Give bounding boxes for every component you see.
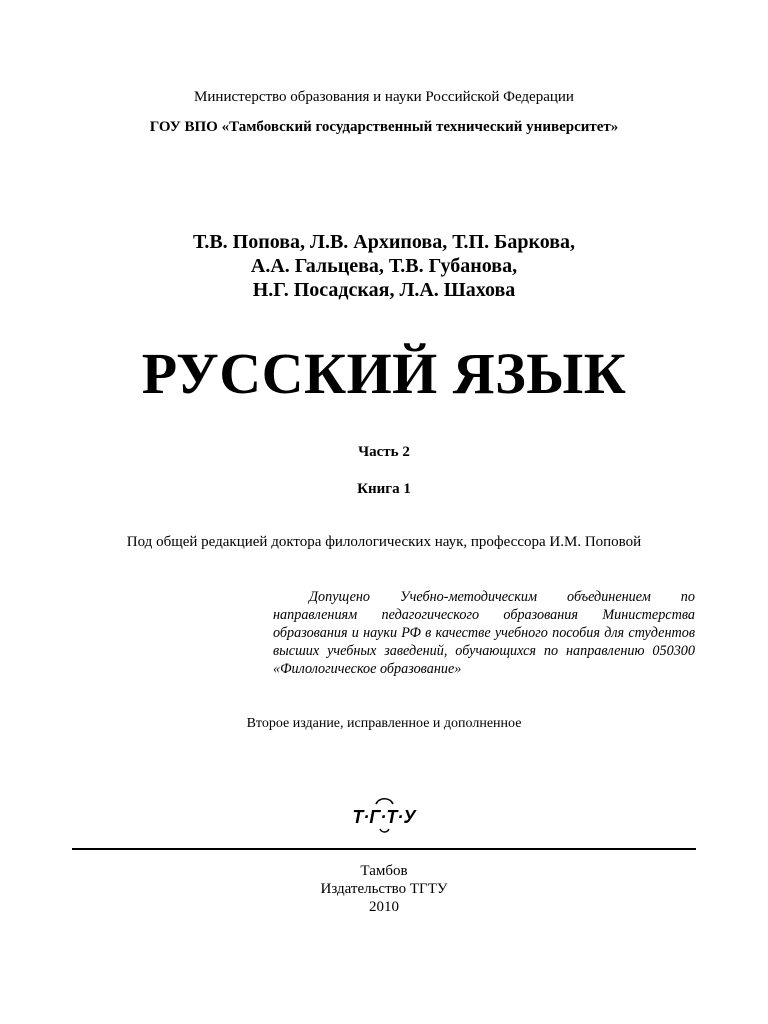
- university-line: ГОУ ВПО «Тамбовский государственный технический университет»: [149, 119, 619, 135]
- edition-note: Второе издание, исправленное и дополненное: [246, 716, 522, 731]
- authors-line-3: Н.Г. Посадская, Л.А. Шахова: [252, 279, 516, 301]
- authors-line-2: А.А. Гальцева, Т.В. Губанова,: [250, 255, 518, 277]
- publisher-line: Издательство ТГТУ: [320, 881, 448, 897]
- divider-rule: [72, 848, 696, 850]
- logo-text: Т·Г·Т·У: [352, 807, 416, 827]
- authors-block: [0, 230, 768, 302]
- part-label: Часть 2: [358, 444, 410, 460]
- approval-note: Допущено Учебно-методическим объединением по направлениям педагогического образования Министерства образования и науки РФ в качестве учебного пособия для студентов высших учебных заведений, обучающихся по направлению 050300 «Филологическое образование»: [273, 589, 695, 677]
- tgtu-logo-icon: [346, 796, 422, 836]
- authors-line-1: Т.В. Попова, Л.В. Архипова, Т.П. Баркова,: [192, 231, 576, 253]
- book-label: Книга 1: [357, 481, 411, 497]
- book-title: РУССКИЙ ЯЗЫК: [141, 341, 627, 406]
- year-line: 2010: [369, 899, 399, 915]
- editor-note: Под общей редакцией доктора филологических наук, профессора И.М. Поповой: [126, 534, 642, 550]
- ministry-line: Министерство образования и науки Российской Федерации: [194, 89, 574, 105]
- city-line: Тамбов: [360, 863, 408, 879]
